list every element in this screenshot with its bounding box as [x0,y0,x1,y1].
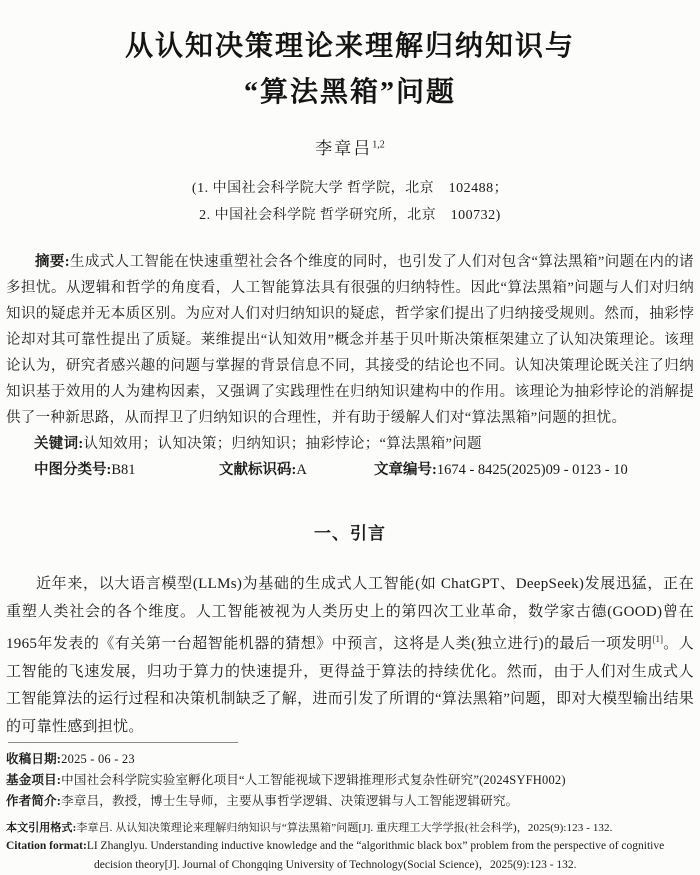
keywords-label: 关键词: [34,436,84,452]
keywords-line [6,431,694,457]
citation-zh-text: 李章吕. 从认知决策理论来理解归纳知识与“算法黑箱”问题[J]. 重庆理工大学学报(社会科学)，2025(9):123 - 132. [76,822,613,834]
affiliations [6,175,694,229]
article-id-segment [374,457,694,483]
author-line [6,134,694,159]
author-name: 李章吕 [315,139,373,158]
doc-code-segment [219,457,374,483]
abstract [6,249,694,431]
funding-value: 中国社会科学院实验室孵化项目“人工智能视域下逻辑推理形式复杂性研究”(2024SYFH002) [61,773,566,787]
citation-en-text: LI Zhanglyu. Understanding inductive knowledge and the “algorithmic black box” problem from the perspective of cognitive decision theory[J]. Journal of Chongqing University of Technology(Social Science)，2025(9):123 - 132. [86,840,665,871]
affiliation-line-1: (1. 中国社会科学院大学 哲学院，北京 102488； [191,181,509,196]
affiliation-line-2: 2. 中国社会科学院 哲学研究所，北京 100732) [199,208,501,223]
abstract-text: 生成式人工智能在快速重塑社会各个维度的同时，也引发了人们对包含“算法黑箱”问题在内的诸多担忧。从逻辑和哲学的角度看，人工智能算法具有很强的归纳特性。因此“算法黑箱”问题与人们对归纳知识的疑虑并无本质区别。为应对人们对归纳知识的疑虑，哲学家们提出了归纳接受规则。然而，抽彩悖论却对其可靠性提出了质疑。莱维提出“认知效用”概念并基于贝叶斯决策框架建立了认知决策理论。该理论认为，研究者感兴趣的问题与掌握的背景信息不同，其接受的结论也不同。认知决策理论既关注了归纳知识基于效用的人为建构因素，又强调了实践理性在归纳知识建构中的作用。该理论为抽彩悖论的消解提供了一种新思路，从而捍卫了归纳知识的合理性，并有助于缓解人们对“算法黑箱”问题的担忧。 [6,254,694,426]
author-bio-label: 作者简介: [6,794,62,808]
received-date-line [6,749,694,770]
intro-text-after-ref: 。人工智能的飞速发展，归功于算力的快速提升，更得益于算法的持续优化。然而，由于人们对生成式人工智能算法的运行过程和决策机制缺乏了解，进而引发了所谓的“算法黑箱”问题，即对大模型输出结果的可靠性感到担忧。 [6,636,694,735]
clc-segment [34,457,219,483]
article-id-value: 1674 - 8425(2025)09 - 0123 - 10 [436,462,628,478]
funding-line [6,770,694,791]
keywords-text: 认知效用；认知决策；归纳知识；抽彩悖论；“算法黑箱”问题 [83,436,482,452]
clc-label: 中图分类号: [34,462,112,478]
author-bio-value: 李章吕，教授，博士生导师，主要从事哲学逻辑、决策逻辑与人工智能逻辑研究。 [61,794,519,808]
doc-code-label: 文献标识码: [219,462,297,478]
abstract-label: 摘要: [35,254,70,270]
page-footer [6,742,694,875]
article-id-label: 文章编号: [374,462,437,478]
funding-label: 基金项目: [6,773,62,787]
doc-code-value: A [296,462,307,478]
citation-zh-label: 本文引用格式: [6,822,77,834]
introduction-paragraph [6,571,694,741]
received-date-label: 收稿日期: [6,752,62,766]
citation-zh-line [6,819,694,837]
section-heading-introduction: 一、引言 [314,524,386,543]
page-title [6,24,694,116]
footnote-divider [8,742,238,743]
citation-en-line [6,837,694,875]
title-line-2: “算法黑箱”问题 [243,77,456,108]
author-affiliation-superscript: 1,2 [372,139,385,151]
citation-block [6,819,694,875]
citation-en-label: Citation format: [6,840,87,852]
classification-line [6,457,694,483]
author-bio-line [6,791,694,812]
clc-value: B81 [111,462,136,478]
intro-text-before-ref: 近年来，以大语言模型(LLMs)为基础的生成式人工智能(如 ChatGPT、DeepSeek)发展迅猛，正在重塑人类社会的各个维度。人工智能被视为人类历史上的第四次工业革命，数学家古德(GOOD)曾在1965年发表的《有关第一台超智能机器的猜想》中预言，这将是人类(独立进行)的最后一项发明 [6,576,694,652]
title-line-1: 从认知决策理论来理解归纳知识与 [124,31,575,62]
citation-ref-mark: [1] [652,634,664,644]
received-date-value: 2025 - 06 - 23 [61,752,135,766]
